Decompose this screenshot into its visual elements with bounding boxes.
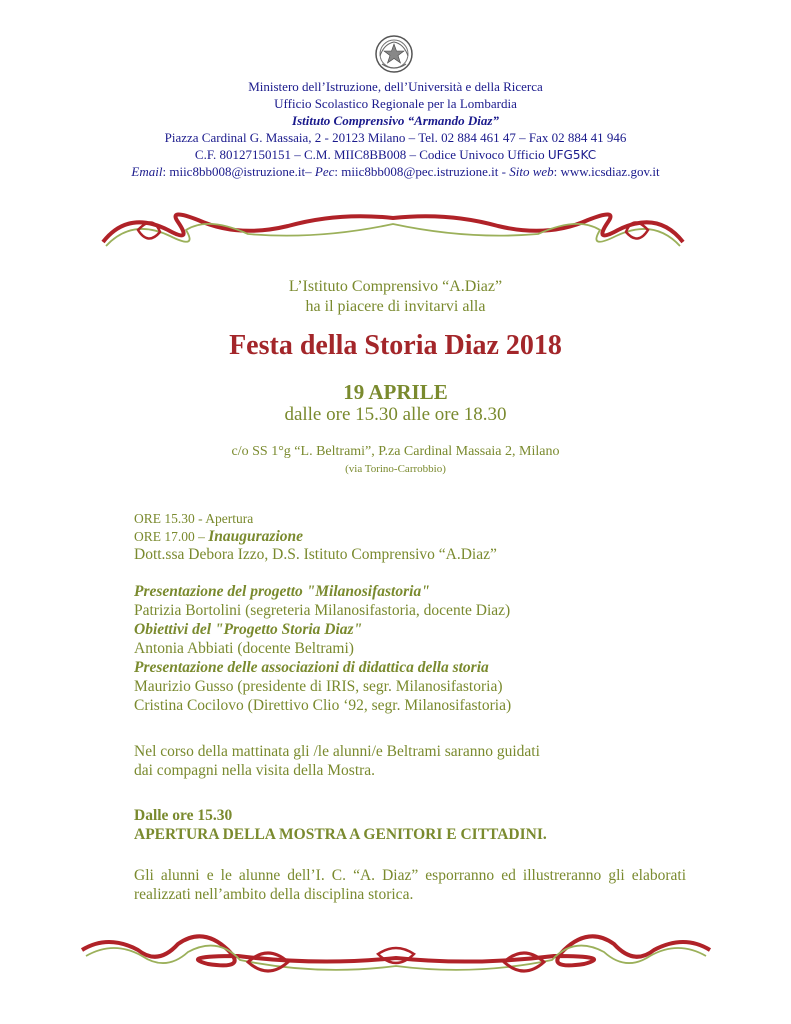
- presentation-2-title: Obiettivi del "Progetto Storia Diaz": [134, 621, 363, 638]
- invite-line-2: ha il piacere di invitarvi alla: [305, 298, 486, 315]
- venue-note: (via Torino-Carrobbio): [345, 463, 446, 475]
- event-time: dalle ore 15.30 alle ore 18.30: [284, 404, 507, 425]
- school-name: Istituto Comprensivo “Armando Diaz”: [292, 113, 499, 128]
- pec-label: Pec: [314, 164, 335, 179]
- email-link[interactable]: miic8bb008@istruzione.it: [169, 164, 306, 179]
- inauguration-line: [134, 527, 303, 546]
- presentation-3-person-2: Cristina Cocilovo (Direttivo Clio ‘92, segr. Milanosifastoria): [134, 697, 512, 714]
- exhibit-time: Dalle ore 15.30: [134, 807, 233, 824]
- exhibit-title: APERTURA DELLA MOSTRA A GENITORI E CITTADINI.: [134, 826, 547, 843]
- top-ribbon-icon: [98, 200, 688, 260]
- opening-line: ORE 15.30 - Apertura: [134, 511, 254, 526]
- presentation-1-person: Patrizia Bortolini (segreteria Milanosifastoria, docente Diaz): [134, 602, 511, 619]
- email-label: Email: [131, 164, 163, 179]
- morning-line-2: dai compagni nella visita della Mostra.: [134, 762, 376, 779]
- closing-paragraph: Gli alunni e le alunne dell’I. C. “A. Diaz” esporranno ed illustreranno gli elaborati realizzati nell’ambito della disciplina storica.: [134, 867, 686, 903]
- bottom-ribbon-icon: [78, 926, 714, 992]
- ministry-line: Ministero dell’Istruzione, dell’Università e della Ricerca: [248, 79, 543, 94]
- event-title: Festa della Storia Diaz 2018: [229, 330, 562, 361]
- presentation-2-person: Antonia Abbiati (docente Beltrami): [134, 640, 354, 657]
- presentation-3-title: Presentazione delle associazioni di didattica della storia: [134, 659, 489, 676]
- contacts-line: Email: miic8bb008@istruzione.it– Pec: miic8bb008@pec.istruzione.it - Sito web: www.icsdiaz.gov.it: [131, 164, 660, 179]
- republic-emblem-icon: [374, 34, 414, 74]
- inauguration-time: ORE 17.00 –: [134, 529, 205, 544]
- inauguration-person: Dott.ssa Debora Izzo, D.S. Istituto Comprensivo “A.Diaz”: [134, 546, 497, 563]
- codes-prefix: C.F. 80127150151 – C.M. MIIC8BB008 – Codice Univoco Ufficio: [194, 147, 545, 162]
- morning-line-1: Nel corso della mattinata gli /le alunni/e Beltrami saranno guidati: [134, 743, 540, 760]
- inauguration-label: Inaugurazione: [208, 528, 304, 545]
- event-venue: c/o SS 1°g “L. Beltrami”, P.za Cardinal Massaia 2, Milano: [231, 444, 560, 459]
- site-link[interactable]: www.icsdiaz.gov.it: [560, 164, 660, 179]
- office-line: Ufficio Scolastico Regionale per la Lombardia: [274, 96, 517, 111]
- presentation-3-person-1: Maurizio Gusso (presidente di IRIS, segr. Milanosifastoria): [134, 678, 503, 695]
- pec-link[interactable]: miic8bb008@pec.istruzione.it: [341, 164, 499, 179]
- event-date: 19 APRILE: [343, 380, 448, 404]
- invite-line-1: L’Istituto Comprensivo “A.Diaz”: [288, 278, 503, 295]
- address-line: Piazza Cardinal G. Massaia, 2 - 20123 Milano – Tel. 02 884 461 47 – Fax 02 884 41 946: [164, 130, 627, 145]
- site-label: Sito web: [509, 164, 554, 179]
- presentation-1-title: Presentazione del progetto "Milanosifastoria": [134, 583, 430, 600]
- codes-code: UFG5KC: [547, 148, 597, 162]
- codes-line: [0, 146, 791, 164]
